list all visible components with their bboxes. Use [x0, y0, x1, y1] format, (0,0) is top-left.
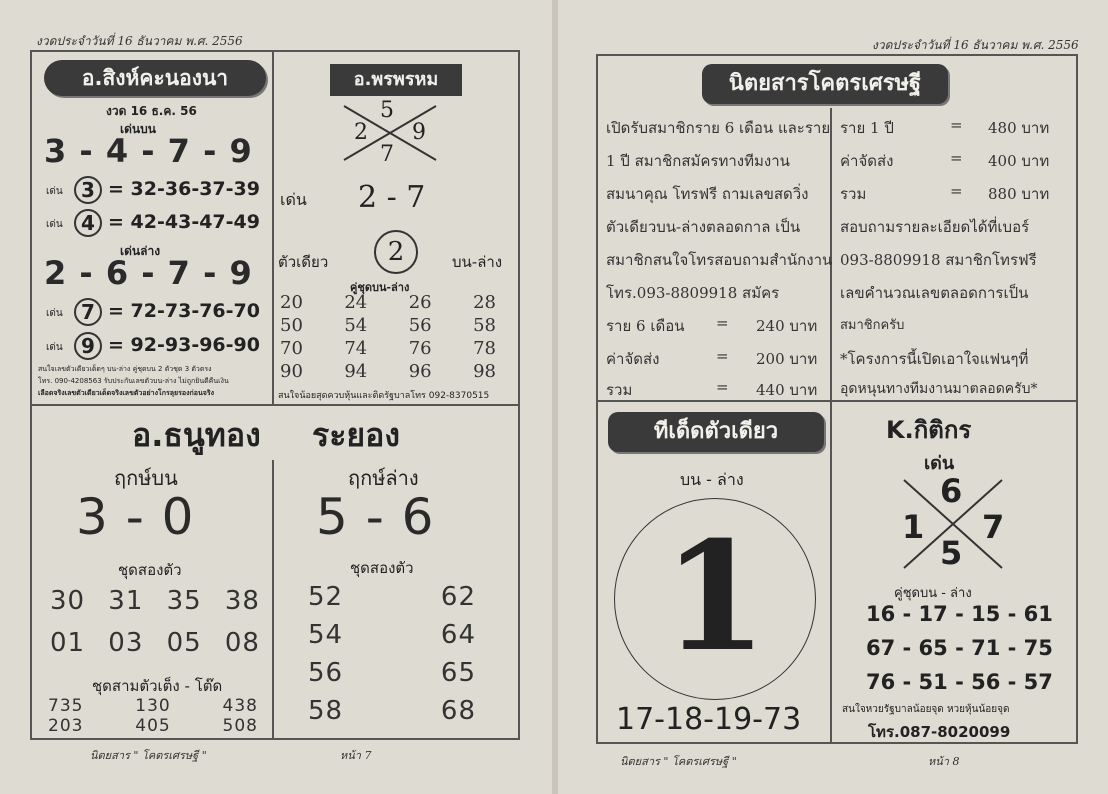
cross-right: 9 [412, 120, 426, 145]
pairs-label: คู่ชุดบน-ล่าง [350, 281, 410, 294]
pairs-row: 50 54 56 58 [280, 315, 496, 336]
footer-magazine: นิตยสาร " โคตรเศรษฐี " [90, 749, 207, 762]
price-value: 880 บาท [988, 185, 1050, 203]
sing-section [32, 52, 272, 404]
den-value: 2 - 7 [358, 180, 426, 215]
prom-section [274, 52, 518, 404]
pairs-row: 67 - 65 - 71 - 75 [866, 636, 1053, 660]
cross-left: 2 [354, 120, 368, 145]
price-eq: = [716, 378, 729, 396]
info-line: สมนาคุณ โทรฟรี ถามเลขสดวิ่ง [606, 185, 809, 203]
pairs-row: 70 74 76 78 [280, 338, 496, 359]
bottom-value: 5 - 6 [316, 488, 435, 546]
section-title: K.กิติกร [886, 416, 972, 444]
price-label: ราย 6 เดือน [606, 317, 685, 335]
info-line: สมาชิกครับ [840, 318, 905, 333]
pairs-label: ชุดสองตัว [350, 559, 414, 577]
single-pos: บน-ล่าง [452, 253, 503, 271]
info-line: สอบถามรายละเอียดได้ที่เบอร์ [840, 218, 1030, 236]
footer-magazine: นิตยสาร " โคตรเศรษฐี " [620, 755, 737, 768]
cross-top: 5 [380, 98, 394, 123]
pairs-label: คู่ชุดบน - ล่าง [894, 586, 972, 601]
footer-page-number: หน้า 7 [340, 749, 372, 762]
price-value: 200 บาท [756, 350, 818, 368]
pairs-row: 54 64 [308, 620, 476, 650]
note: สนใจเลขตัวเดียวเด็ดๆ บน-ล่าง คู่ชุดบน 2 ตัวชุด 3 ตัวตรง [38, 365, 212, 373]
top-value: 3 - 0 [76, 488, 195, 546]
set-numbers: 32-36-37-39 [130, 178, 260, 200]
price-label: รวม [606, 381, 633, 399]
section-title: อ.พรพรหม [330, 64, 462, 96]
pairs-row: 56 65 [308, 658, 476, 688]
top-digit-circle: 4 [74, 209, 102, 237]
price-value: 440 บาท [756, 381, 818, 399]
single-circle: 1 [614, 498, 816, 700]
page-header: งวดประจำวันที่ 16 ธันวาคม พ.ศ. 2556 [36, 34, 243, 48]
price-label: ราย 1 ปี [840, 119, 894, 137]
three-row: 735 130 438 [48, 696, 258, 716]
phone: โทร.087-8020099 [868, 723, 1011, 741]
section-subtitle: ระยอง [312, 416, 400, 454]
top-main-numbers: 3 - 4 - 7 - 9 [44, 132, 253, 170]
info-line: *โครงการนี้เปิดเอาใจแฟนๆที่ [840, 350, 1029, 368]
note: เลือดจริงเลขตัวเดียวเด็ดจริงเลขตัวอย่างโกรลุยรองก่อนจริง [38, 389, 215, 397]
price-label: รวม [840, 185, 867, 203]
section-title: ทีเด็ดตัวเดียว [608, 412, 824, 452]
single-circle: 2 [374, 230, 418, 274]
bottom-digit-circle: 9 [74, 332, 102, 360]
pairs-row: 30 31 35 38 [50, 586, 260, 616]
den-label: เด่น [46, 342, 63, 353]
note: สนใจหวยรัฐบาลน้อยจุด หวยหุ้นน้อยจุด [842, 704, 1010, 715]
price-label: ค่าจัดส่ง [840, 152, 894, 170]
pairs-label: ชุดสองตัว [118, 561, 182, 579]
top-sets: = 32-36-37-39 [108, 178, 260, 200]
set-numbers: 72-73-76-70 [130, 300, 260, 322]
info-line: 1 ปี สมาชิกสมัครทางทีมงาน [606, 152, 790, 170]
pairs-row: 76 - 51 - 56 - 57 [866, 670, 1053, 694]
note: สนใจน้อยสุดควบหุ้นและติดรัฐบาลโทร 092-8370515 [278, 391, 490, 401]
three-row: 203 405 508 [48, 716, 258, 736]
price-eq: = [950, 116, 963, 134]
cross-left: 1 [902, 508, 925, 546]
price-value: 240 บาท [756, 317, 818, 335]
left-page [0, 0, 552, 794]
set-numbers: 92-93-96-90 [130, 334, 260, 356]
top-label: เด่นบน [120, 122, 156, 136]
price-label: ค่าจัดส่ง [606, 350, 660, 368]
section-title: นิตยสารโคตรเศรษฐี [702, 64, 948, 104]
cross-right: 7 [982, 508, 1005, 546]
section-title: อ.สิงห์คะนองนา [44, 60, 266, 96]
single-pos: บน - ล่าง [680, 470, 744, 489]
bottom-label: ฤกษ์ล่าง [348, 466, 419, 490]
bottom-sets: = 92-93-96-90 [108, 334, 260, 356]
three-label: ชุดสามตัวเต็ง - โต๊ด [92, 677, 223, 695]
den-label: เด่น [46, 219, 63, 230]
price-eq: = [950, 149, 963, 167]
top-sets: = 42-43-47-49 [108, 211, 260, 233]
section-title: อ.ธนูทอง [132, 416, 261, 454]
bottom-label: เด่นล่าง [120, 244, 161, 258]
den-label: เด่น [46, 186, 63, 197]
bottom-digit-circle: 7 [74, 298, 102, 326]
cross-bottom: 5 [940, 534, 963, 572]
top-label: ฤกษ์บน [114, 466, 178, 490]
pairs-row: 52 62 [308, 582, 476, 612]
magazine-section [598, 56, 1076, 400]
price-eq: = [716, 314, 729, 332]
pairs-row: 58 68 [308, 696, 476, 726]
info-line: โทร.093-8809918 สมัคร [606, 284, 780, 302]
single-section [598, 402, 830, 742]
single-label: ตัวเดียว [278, 253, 329, 271]
kitikorn-section [832, 402, 1076, 742]
pairs-row: 01 03 05 08 [50, 628, 260, 658]
info-line: 093-8809918 สมาชิกโทรฟรี [840, 251, 1037, 269]
top-digit-circle: 3 [74, 176, 102, 204]
info-line: อุดหนุนทางทีมงานมาตลอดครับ* [840, 381, 1038, 397]
thanu-section [32, 406, 518, 738]
info-line: เปิดรับสมาชิกราย 6 เดือน และราย [606, 119, 831, 137]
cross-top: 6 [940, 472, 963, 510]
right-page [558, 0, 1108, 794]
price-value: 480 บาท [988, 119, 1050, 137]
pairs-row: 16 - 17 - 15 - 61 [866, 602, 1053, 626]
draw-date: งวด 16 ธ.ค. 56 [106, 104, 197, 118]
info-line: สมาชิกสนใจโทรสอบถามสำนักงาน [606, 251, 833, 269]
single-sets: 17-18-19-73 [616, 702, 802, 737]
info-line: เลขคำนวณเลขตลอดการเป็น [840, 284, 1029, 302]
bottom-sets: = 72-73-76-70 [108, 300, 260, 322]
price-eq: = [716, 347, 729, 365]
cross-bottom: 7 [380, 142, 394, 167]
den-label: เด่น [280, 190, 307, 209]
set-numbers: 42-43-47-49 [130, 211, 260, 233]
page-header: งวดประจำวันที่ 16 ธันวาคม พ.ศ. 2556 [872, 38, 1079, 52]
price-eq: = [950, 182, 963, 200]
price-value: 400 บาท [988, 152, 1050, 170]
bottom-main-numbers: 2 - 6 - 7 - 9 [44, 254, 253, 292]
den-label: เด่น [46, 308, 63, 319]
pairs-row: 90 94 96 98 [280, 361, 496, 382]
pairs-row: 20 24 26 28 [280, 292, 496, 313]
info-line: ตัวเดียวบน-ล่างตลอดกาล เป็น [606, 218, 801, 236]
footer-page-number: หน้า 8 [928, 755, 960, 768]
den-label: เด่น [924, 453, 955, 474]
note: โทร. 090-4208563 รับประกันเลขตัวบน-ล่าง ไม่ถูกยินดีคืนเงิน [38, 377, 229, 385]
